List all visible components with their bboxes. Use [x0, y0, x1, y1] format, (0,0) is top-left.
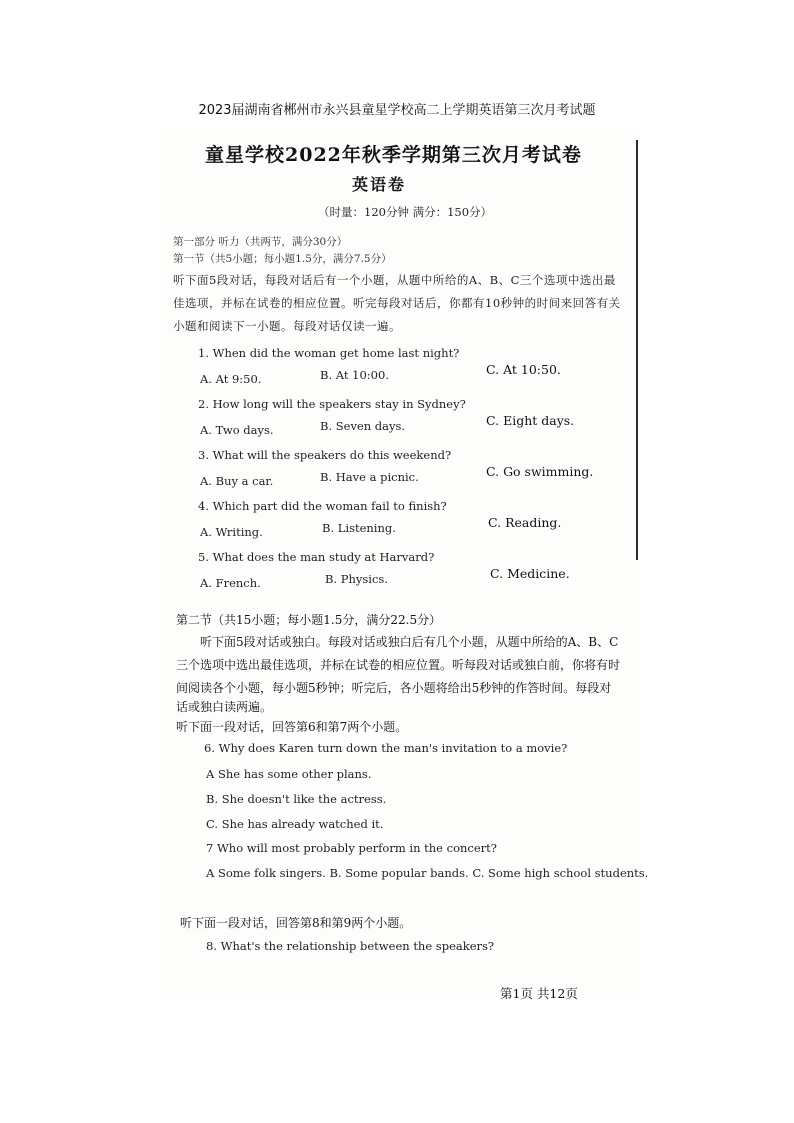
- document-title: 2023届湖南省郴州市永兴县童星学校高二上学期英语第三次月考试题: [198, 103, 596, 118]
- page-edge-line: [636, 140, 638, 560]
- option-4b: B. Listening.: [322, 521, 396, 535]
- option-5a: A. French.: [200, 576, 261, 590]
- option-6b: B. She doesn't like the actress.: [206, 792, 387, 806]
- page-footer: 第1页 共12页: [500, 986, 578, 1001]
- question-1: 1. When did the woman get home last night?: [198, 346, 460, 360]
- option-6a: A She has some other plans.: [206, 767, 372, 781]
- instruction-line: 听下面5段对话或独白。每段对话或独白后有几个小题，从题中所给的A、B、C: [200, 635, 619, 649]
- option-3c: C. Go swimming.: [486, 464, 594, 479]
- part-heading: 第一部分 听力（共两节，满分30分）: [173, 236, 348, 248]
- instruction-line: 佳选项，并标在试卷的相应位置。听完每段对话后，你都有10秒钟的时间来回答有关: [173, 296, 621, 310]
- instruction-line: 听下面5段对话，每段对话后有一个小题，从题中所给的A、B、C三个选项中选出最: [173, 273, 616, 287]
- listen-instruction: 听下面一段对话，回答第8和第9两个小题。: [180, 916, 412, 930]
- option-2a: A. Two days.: [200, 423, 274, 437]
- option-6c: C. She has already watched it.: [206, 817, 384, 831]
- option-1c: C. At 10:50.: [486, 362, 561, 377]
- question-6: 6. Why does Karen turn down the man's invitation to a movie?: [204, 741, 568, 755]
- question-7-options: A Some folk singers. B. Some popular bands. C. Some high school students.: [206, 866, 649, 880]
- instruction-line: 话或独白读两遍。: [176, 700, 273, 714]
- question-3: 3. What will the speakers do this weekend?: [198, 448, 452, 462]
- section1-heading: 第一节（共5小题；每小题1.5分，满分7.5分）: [173, 253, 392, 265]
- subject-title: 英语卷: [352, 175, 407, 194]
- option-1b: B. At 10:00.: [320, 368, 389, 382]
- option-5c: C. Medicine.: [490, 566, 570, 581]
- instruction-line: 小题和阅读下一小题。每段对话仅读一遍。: [173, 319, 401, 333]
- question-8: 8. What's the relationship between the speakers?: [206, 939, 495, 953]
- option-1a: A. At 9:50.: [200, 372, 262, 386]
- section2-heading: 第二节（共15小题；每小题1.5分，满分22.5分）: [176, 613, 442, 627]
- option-2b: B. Seven days.: [320, 419, 406, 433]
- instruction-line: 间阅读各个小题，每小题5秒钟；听完后，各小题将给出5秒钟的作答时间。每段对: [176, 681, 612, 695]
- question-4: 4. Which part did the woman fail to finish?: [198, 499, 447, 513]
- option-3a: A. Buy a car.: [200, 474, 274, 488]
- question-2: 2. How long will the speakers stay in Sydney?: [198, 397, 466, 411]
- question-7: 7 Who will most probably perform in the concert?: [206, 841, 497, 855]
- instruction-line: 三个选项中选出最佳选项，并标在试卷的相应位置。听每段对话或独白前，你将有时: [176, 658, 621, 672]
- listen-instruction: 听下面一段对话，回答第6和第7两个小题。: [176, 720, 408, 734]
- exam-meta: （时量：120分钟 满分：150分）: [318, 205, 493, 219]
- option-2c: C. Eight days.: [486, 413, 575, 428]
- option-4a: A. Writing.: [200, 525, 263, 539]
- option-3b: B. Have a picnic.: [320, 470, 419, 484]
- exam-title: 童星学校2022年秋季学期第三次月考试卷: [205, 144, 582, 166]
- option-4c: C. Reading.: [488, 515, 562, 530]
- question-5: 5. What does the man study at Harvard?: [198, 550, 435, 564]
- option-5b: B. Physics.: [325, 572, 388, 586]
